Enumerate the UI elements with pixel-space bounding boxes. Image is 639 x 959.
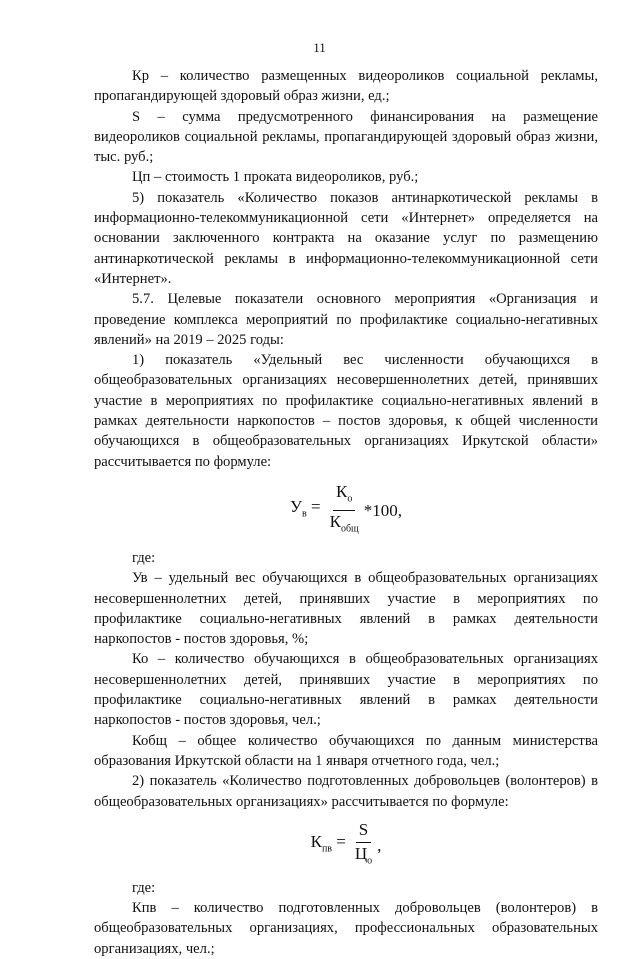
document-body [94,66,598,959]
paragraph: 2) показатель «Количество подготовленных добровольцев (волонтеров) в общеобразовательных организациях» рассчитывается по формуле: [94,773,598,810]
paragraph: Кобщ – общее количество обучающихся по данным министерства образования Иркутской области на 1 января отчетного года, чел.; [94,732,598,769]
where-label: где: [132,549,156,566]
formula-tail: , [377,835,382,855]
formula-tail: *100, [363,500,402,520]
formula-lhs: $У_в$ = [289,497,321,520]
paragraph: 1) показатель «Удельный вес численности обучающихся в общеобразовательных организациях несовершеннолетних детей, принявших участие в мероприятиях по профилактике социально-негативных явлений в рамках деятельности наркопостов – постов здоровья, к общей численности обучающихся в общеобразовательных организациях Иркутской области» рассчитывается по формуле: [94,352,598,470]
formula-denominator: $К_{общ}$ [329,512,359,535]
paragraph: Цп – стоимость 1 проката видеороликов, руб.; [132,169,419,186]
formula-fraction [352,820,375,871]
paragraph: 5.7. Целевые показатели основного мероприятия «Организация и проведение комплекса мероприятий по профилактике социально-негативных явлений» на 2019 – 2025 годы: [94,291,598,348]
formula-volunteers [94,816,598,876]
formula-share [94,476,598,546]
formula-denominator: $Ц_о$ [354,843,373,866]
paragraph: Ув – удельный вес обучающихся в общеобразовательных организациях несовершеннолетних детей, принявших участие в мероприятиях по профилактике социально-негативных явлений в рамках деятельности наркопостов - постов здоровья, %; [94,570,598,648]
formula-numerator: $К_о$ [333,482,355,512]
paragraph: Ко – количество обучающихся в общеобразовательных организациях несовершеннолетних детей, принявших участие в мероприятиях по профилактике социально-негативных явлений в рамках деятельности наркопостов - постов здоровья, чел.; [94,651,598,729]
page-number: 11 [313,40,326,55]
paragraph: Кр – количество размещенных видеороликов социальной рекламы, пропагандирующей здоровый образ жизни, ед.; [94,68,598,105]
paragraph: Кпв – количество подготовленных добровольцев (волонтеров) в общеобразовательных организациях, профессиональных образовательных организациях, чел.; [94,900,598,957]
formula-lhs: $К_{пв}$ = [310,831,346,855]
formula-numerator: S [356,820,371,842]
where-label: где: [132,879,156,896]
formula-fraction [327,482,362,540]
paragraph: S – сумма предусмотренного финансирования на размещение видеороликов социальной рекламы, пропагандирующей здоровый образ жизни, тыс. руб.; [94,108,598,166]
paragraph: 5) показатель «Количество показов антинаркотической рекламы в информационно-телекоммуникационной сети «Интернет» определяется на основании заключенного контракта на оказание услуг по размещению антинаркотической рекламы в информационно-телекоммуникационной сети «Интернет». [94,189,598,287]
